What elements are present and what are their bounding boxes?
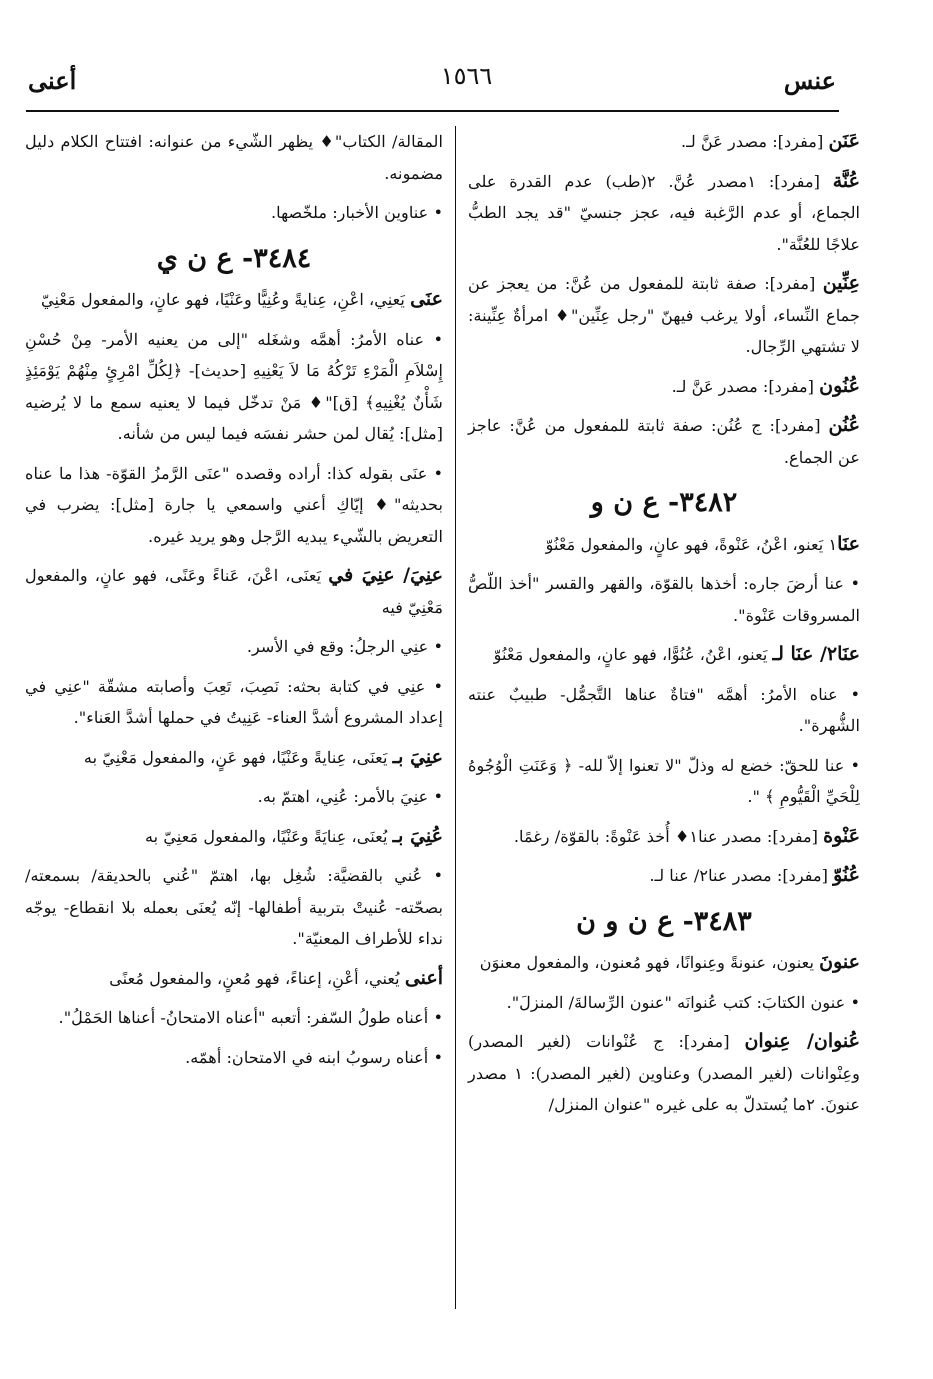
dictionary-entry [25, 560, 443, 623]
definition-text: [مفرد]: ج عُنْوانات (لغير المصدر) وعِنْوانات (لغير المصدر) وعناوين (لغير المصدر): ١ مصدر عنونَ. ٢ما يُستدلّ به على غيره "عنوان المنزل/ [468, 1032, 860, 1114]
headword: عنَا [837, 532, 860, 555]
definition-text: [مفرد]: مصدر عنا١♦ أُخذ عَنْوةً: بالقوّة/ رغمًا. [513, 826, 824, 846]
page-number: ١٥٦٦ [440, 62, 493, 90]
dictionary-entry [468, 947, 860, 979]
definition-text: [مفرد]: مصدر عَنَّ لـ. [671, 376, 820, 396]
headword: عنونَ [819, 951, 860, 973]
sense-line: • أعناه طولُ السّفر: أتعبه "أعناه الامتحانُ- أعناها الحَمْلُ". [58, 1008, 443, 1027]
headword: عُنَّة [832, 169, 861, 192]
sense-line: • عنِي الرجلُ: وقع في الأسر. [246, 637, 443, 656]
dictionary-entry [468, 639, 860, 671]
header-guide-word-right: عنس [783, 66, 836, 95]
definition-text: يَعنَى، عِنايةً وعَنْيًا، فهو عَنٍ، والمفعول مَعْنِيّ به [83, 747, 393, 767]
dictionary-entry [468, 529, 860, 561]
sense-line: المقالة/ الكتاب"♦ يظهر الشّيء من عنوانه: افتتاح الكلام دليل مضمونه. [25, 132, 443, 183]
headword: عنَا٢/ عنَا لـ [772, 643, 860, 665]
sense-line: • عناوين الأخبار: ملخّصها. [271, 203, 443, 222]
headword: عنِيَ/ عنِيَ في [328, 564, 443, 586]
headword: عُنُوّ [833, 864, 860, 886]
headword: عُنِيَ بـ [392, 824, 443, 847]
definition-text: [مفرد]: صفة ثابتة للمفعول من عُنَّ: من يعجز عن جماع النِّساء، أولا يرغب فيهنّ "رجل عِنِّين"♦ امرأةٌ عِنِّينة: لا تشتهي الرِّجال. [468, 274, 860, 356]
headword: عَنْوة [823, 824, 860, 847]
headword: عَنَن [828, 130, 860, 152]
definition-text: يُعنَى، عِنايَةً وعَنْيًا، والمفعول مَعنِيّ به [144, 826, 393, 846]
definition-text: يَعنِي، اعْنِ، عِنايةً وعُنِيًّا وعَنْيًا، فهو عانٍ، والمفعول مَعْنِيّ [41, 290, 411, 309]
root-heading: ٣٤٨٣- ع ن و ن [576, 905, 752, 937]
sense-line: • عناه الأمرُ: أهمَّه "فتاةٌ عناها التَّجمُّل- طبيبٌ عنته الشُّهرة". [468, 684, 860, 735]
definition-text: ١ يَعنو، اعْنُ، عَنْوةً، فهو عانٍ، والمفعول مَعْنُوّ [545, 534, 838, 554]
sense-line: • عنِيَ بالأمر: عُنِي، اهتمّ به. [257, 787, 443, 806]
definition-text: [مفرد]: مصدر عَنَّ لـ. [680, 132, 829, 151]
sense-line: • عنا للحقّ: خضع له وذلّ "لا تعنوا إلاّ لله- ﴿ وَعَنَتِ الْوُجُوهُ لِلْحَيِّ الْقَيُّومِ ﴾ ". [468, 755, 860, 806]
dictionary-entry [468, 268, 860, 363]
header-rule [26, 110, 839, 112]
sense-line: • عُني بالقضيَّة: شُغِل بها، اهتمّ "عُني بالحديقة/ بسمعته/ بصحّته- عُنيتْ بتربية أطفالها- إنّه يُعنَى بعمله بلا انقطاع- يوجّه نداء للأطراف المعنيّة". [25, 866, 443, 948]
headword: عُنوان/ عِنوان [744, 1030, 860, 1052]
dictionary-entry [468, 371, 860, 403]
sense-line: • عنَى بقوله كذا: أراده وقصده "عنَى الرَّمزُ القوّة- هذا ما عناه بحديثه"♦ إيّاكِ أعني واسمعي يا جارة [مثل]: يضرب في التعريض بالشّيء يبديه الرَّجل وهو يريد غيره. [25, 463, 443, 546]
definition-text: [مفرد]: ج عُنُن: صفة ثابتة للمفعول من عُنَّ: عاجز عن الجماع. [468, 416, 860, 467]
sense-line: • عنون الكتابَ: كتب عُنوانَه "عنون الرِّسالةَ/ المنزلَ". [506, 992, 860, 1012]
root-heading: ٣٤٨٤- ع ن ي [156, 242, 312, 274]
dictionary-entry [468, 821, 860, 853]
definition-text: يعنون، عنونةً وعِنوانًا، فهو مُعنون، والمفعول معنوَن [479, 953, 820, 972]
definition-text: يَعنو، اعْنُ، عُنُوًّا، فهو عانٍ، والمفعول مَعْنُوّ [493, 645, 773, 664]
left-column [25, 126, 443, 1081]
headword: عُنُن [828, 414, 860, 436]
dictionary-entry [468, 166, 860, 261]
sense-line: • عنِي في كتابة بحثه: نَصِبَ، تَعِبَ وأصابته مشقّة "عنِي في إعداد المشروع أشدَّ العناء- عَنِيتُ في حملها أشدَّ العَناء". [25, 676, 443, 727]
sense-line: • أعناه رسوبُ ابنه في الامتحان: أهمّه. [185, 1047, 443, 1067]
root-heading: ٣٤٨٢- ع ن و [590, 487, 738, 518]
definition-text: يُعني، أعْنِ، إعناءً، فهو مُعنٍ، والمفعول مُعنًى [109, 968, 405, 988]
definition-text: يَعنَى، اعْنَ، عَناءً وعَنًى، فهو عانٍ، والمفعول مَعْنِيّ فيه [25, 566, 443, 617]
sense-line: • عنا أرضَ جاره: أخذها بالقوّة، والقهر والقسر "أخذ اللّصُّ المسروقات عَنْوة". [468, 574, 860, 625]
header-guide-word-left: أعنى [28, 66, 77, 95]
right-column [468, 126, 860, 1129]
headword: أعنى [404, 966, 443, 989]
sense-line: • عناه الأمرُ: أهمَّه وشغَله "إلى من يعنيه الأمر- مِنْ حُسْنِ إِسْلاَمِ الْمَرْءِ تَرْكُهُ مَا لاَ يَعْنِيهِ [حديث]- ﴿لِكُلِّ امْرِئٍ مِنْهُمْ يَوْمَئِذٍ شَأْنٌ يُغْنِيهِ﴾ [ق]"♦ مَنْ تدخّل فيما لا يعنيه سمع ما لا يُرضيه [مثل]: يُقال لمن حشر نفسَه فيما ليس من شأنه. [25, 329, 443, 443]
dictionary-entry [468, 1026, 860, 1121]
dictionary-entry [468, 410, 860, 473]
headword: عُنُون [819, 374, 860, 397]
definition-text: [مفرد]: ١مصدر عُنَّ. ٢(طب) عدم القدرة على الجماع، أو عدم الرَّغبة فيه، عجز جنسيّ "قد يجد الطبُّ علاجًا للعُنَّة". [468, 171, 860, 254]
dictionary-entry [25, 742, 443, 774]
dictionary-entry [468, 860, 860, 892]
dictionary-entry [25, 284, 443, 316]
headword: عنَى [410, 288, 443, 310]
headword: عنِيَ بـ [392, 745, 443, 768]
dictionary-entry [25, 963, 443, 995]
dictionary-entry [468, 126, 860, 158]
dictionary-entry [25, 821, 443, 853]
column-divider [455, 126, 456, 1309]
definition-text: [مفرد]: مصدر عنا٢/ عنا لـ. [649, 866, 834, 885]
headword: عِنِّين [822, 272, 860, 294]
